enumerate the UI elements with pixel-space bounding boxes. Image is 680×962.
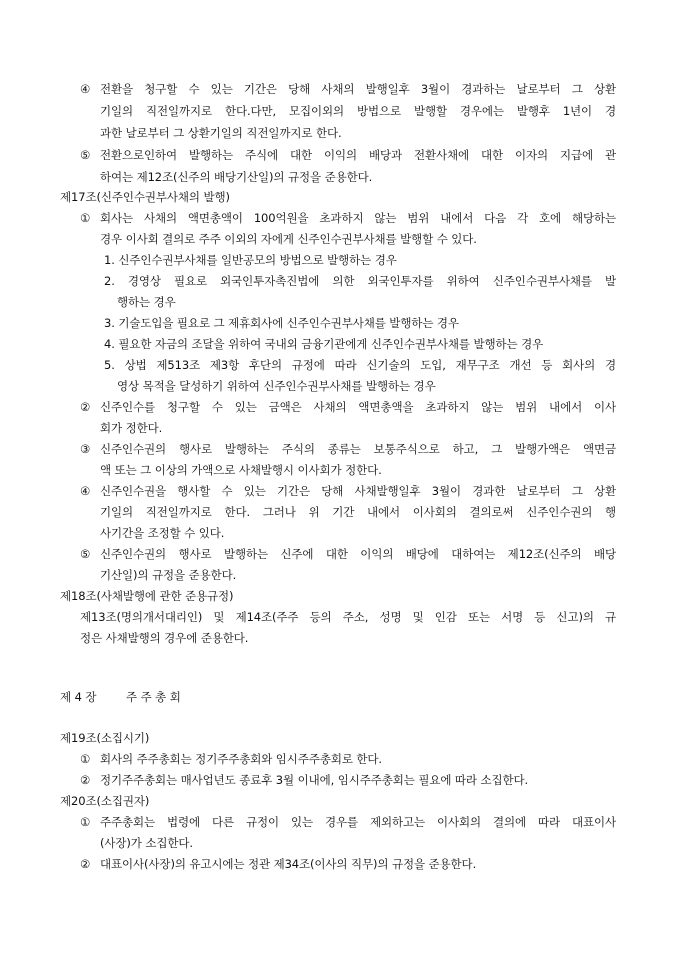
article-heading: 제19조(소집시기) <box>60 731 150 745</box>
paragraph-text: 제13조(명의개서대리인) 및 제14조(주주 등의 주소, 성명 및 인감 또는 서명 등 신고)의 규 <box>80 610 616 624</box>
paragraph-text: 회사는 사채의 액면총액이 100억원을 초과하지 않는 범위 내에서 다음 각 호에 해당하는 <box>100 211 616 225</box>
list-item: 영상 목적을 달성하기 위하여 신주인수권부사채를 발행하는 경우 <box>117 379 436 393</box>
paragraph-text: 기산일)의 규정을 준용한다. <box>100 568 237 582</box>
list-item: 3. 기술도입을 필요로 그 제휴회사에 신주인수권부사채를 발행하는 경우 <box>104 316 459 330</box>
list-item: 1. 신주인수권부사채를 일반공모의 방법으로 발행하는 경우 <box>104 253 397 267</box>
chapter-title: 주 주 총 회 <box>126 690 181 704</box>
paragraph-text: 과한 날로부터 그 상환기일의 직전일까지로 한다. <box>100 126 342 140</box>
paragraph-marker: ⑤ <box>80 547 91 561</box>
article-heading: 제18조(사채발행에 관한 준용규정) <box>60 589 234 603</box>
paragraph-text: (사장)가 소집한다. <box>100 836 193 850</box>
paragraph-text: 사기간을 조정할 수 있다. <box>100 526 225 540</box>
paragraph-text: 하여는 제12조(신주의 배당기산일)의 규정을 준용한다. <box>100 170 373 184</box>
article-heading: 제20조(소집권자) <box>60 794 150 808</box>
paragraph-text: 회가 정한다. <box>100 421 163 435</box>
paragraph-text: 기일의 직전일까지로 한다. 그러나 위 기간 내에서 이사회의 결의로써 신주인수권의 행 <box>100 505 616 519</box>
list-item: 2. 경영상 필요로 외국인투자촉진법에 의한 외국인투자를 위하여 신주인수권부사채를 발 <box>104 274 616 288</box>
paragraph-text: 신주인수권의 행사로 발행하는 주식의 종류는 보통주식으로 하고, 그 발행가액은 액면금 <box>100 442 616 456</box>
paragraph-marker: ② <box>80 773 91 787</box>
paragraph-marker: ② <box>80 857 91 871</box>
paragraph-text: 주주총회는 법령에 다른 규정이 있는 경우를 제외하고는 이사회의 결의에 따라 대표이사 <box>100 815 616 829</box>
paragraph-text: 신주인수권을 행사할 수 있는 기간은 당해 사채발행일후 3월이 경과한 날로부터 그 상환 <box>100 484 616 498</box>
paragraph-marker: ② <box>80 400 91 414</box>
paragraph-text: 회사의 주주총회는 정기주주총회와 임시주주총회로 한다. <box>100 752 382 766</box>
paragraph-text: 신주인수권의 행사로 발행하는 신주에 대한 이익의 배당에 대하여는 제12조(신주의 배당 <box>100 547 616 561</box>
list-item: 행하는 경우 <box>117 295 176 309</box>
paragraph-marker: ③ <box>80 442 91 456</box>
paragraph-marker: ④ <box>80 484 91 498</box>
paragraph-text: 전환을 청구할 수 있는 기간은 당해 사채의 발행일후 3월이 경과하는 날로부터 그 상환 <box>100 82 616 96</box>
paragraph-text: 액 또는 그 이상의 가액으로 사채발행시 이사회가 정한다. <box>100 463 382 477</box>
paragraph-marker: ① <box>80 815 91 829</box>
paragraph-text: 정은 사채발행의 경우에 준용한다. <box>80 631 249 645</box>
paragraph-text: 경우 이사회 결의로 주주 이외의 자에게 신주인수권부사채를 발행할 수 있다. <box>100 232 477 246</box>
paragraph-marker: ⑤ <box>80 148 91 162</box>
paragraph-text: 기일의 직전일까지로 한다.다만, 모집이외의 방법으로 발행할 경우에는 발행후 1년이 경 <box>100 104 616 118</box>
paragraph-text: 정기주주총회는 매사업년도 종료후 3월 이내에, 임시주주총회는 필요에 따라 소집한다. <box>100 773 529 787</box>
article-heading: 제17조(신주인수권부사채의 발행) <box>60 190 230 204</box>
list-item: 5. 상법 제513조 제3항 후단의 규정에 따라 신기술의 도입, 재무구조 개선 등 회사의 경 <box>104 358 616 372</box>
chapter-label: 제 4 장 <box>60 690 97 704</box>
list-item: 4. 필요한 자금의 조달을 위하여 국내외 금융기관에게 신주인수권부사채를 발행하는 경우 <box>104 337 544 351</box>
paragraph-marker: ④ <box>80 82 91 96</box>
paragraph-marker: ① <box>80 211 91 225</box>
paragraph-text: 신주인수를 청구할 수 있는 금액은 사채의 액면총액을 초과하지 않는 범위 내에서 이사 <box>100 400 616 414</box>
paragraph-text: 전환으로인하여 발행하는 주식에 대한 이익의 배당과 전환사채에 대한 이자의 지급에 관 <box>100 148 616 162</box>
paragraph-text: 대표이사(사장)의 유고시에는 정관 제34조(이사의 직무)의 규정을 준용한다. <box>100 857 477 871</box>
paragraph-marker: ① <box>80 752 91 766</box>
